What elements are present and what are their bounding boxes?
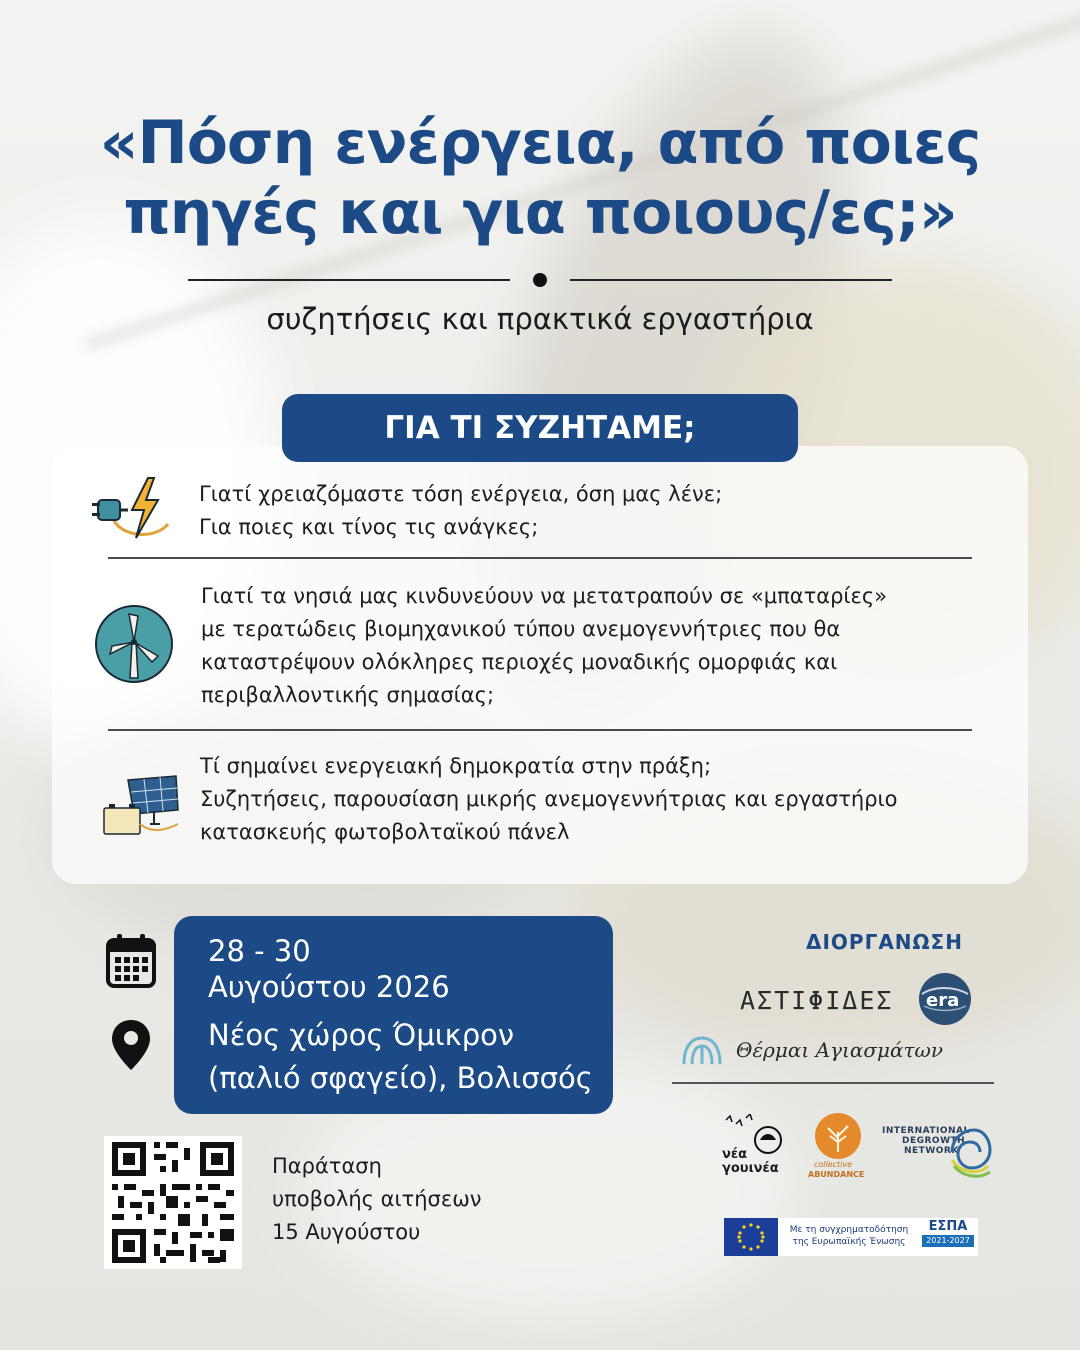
topic-2-text	[201, 580, 887, 712]
espa-label: ΕΣΠΑ	[928, 1219, 968, 1234]
eu-line-2: της Ευρωπαϊκής Ένωσης	[792, 1237, 906, 1247]
eu-flag-icon	[724, 1218, 778, 1256]
topic-1-text	[199, 478, 722, 544]
degrowth-spiral-icon	[948, 1126, 992, 1180]
eu-funding-banner	[724, 1218, 978, 1256]
collective-text-1: collective	[814, 1160, 853, 1169]
nea-gouinea-text-2: γουινέα	[722, 1161, 779, 1176]
page-title	[40, 108, 1040, 248]
calendar-icon	[106, 934, 156, 988]
thermai-agiasmaton-logo: Θέρμαι Αγιασμάτων	[736, 1038, 944, 1062]
topic-separator-2	[108, 729, 972, 731]
degrowth-text-2: DEGROWTH	[902, 1136, 966, 1146]
title-line-2: πηγές και για ποιους/ες;»	[123, 178, 957, 248]
deadline-line-3: 15 Αυγούστου	[272, 1220, 421, 1244]
nea-gouinea-logo	[720, 1114, 786, 1180]
organizers-heading: ΔΙΟΡΓΑΝΩΣΗ	[806, 930, 963, 954]
espa-logo	[918, 1218, 978, 1256]
deadline-line-1: Παράταση	[272, 1154, 382, 1178]
divider-left	[188, 279, 510, 281]
event-details-box	[174, 916, 613, 1114]
topic-separator-1	[108, 557, 972, 559]
topic-2-line-4: περιβαλλοντικής σημασίας;	[201, 683, 495, 707]
era-logo	[918, 972, 972, 1026]
deadline-line-2: υποβολής αιτήσεων	[272, 1187, 482, 1211]
thermai-fountain-icon	[680, 1034, 724, 1066]
event-venue-line-1: Νέος χώρος Όμικρον	[208, 1018, 515, 1052]
event-month-year: Αυγούστου 2026	[208, 970, 450, 1004]
divider-dot	[533, 273, 547, 287]
title-line-1: «Πόση ενέργεια, από ποιες	[99, 108, 981, 178]
divider-right	[570, 279, 892, 281]
event-dates: 28 - 30	[208, 934, 311, 968]
topic-3-line-1: Τί σημαίνει ενεργειακή δημοκρατία στην πράξη;	[200, 754, 712, 778]
collective-text-2: ABUNDANCE	[808, 1170, 865, 1179]
topic-3-text	[200, 750, 898, 849]
degrowth-text-3: NETWORK	[904, 1146, 959, 1156]
nea-gouinea-text-1: νέα	[722, 1147, 748, 1162]
plug-lightning-icon	[92, 472, 176, 548]
subtitle: συζητήσεις και πρακτικά εργαστήρια	[266, 302, 814, 336]
espa-years: 2021-2027	[922, 1235, 974, 1247]
topic-2-line-1: Γιατί τα νησιά μας κινδυνεύουν να μετατραπούν σε «μπαταρίες»	[201, 584, 888, 608]
topic-3-line-3: κατασκευής φωτοβολταϊκού πάνελ	[200, 820, 570, 844]
topic-1-line-1: Γιατί χρειαζόμαστε τόση ενέργεια, όση μας λένε;	[199, 482, 723, 506]
era-logo-text: era	[926, 990, 960, 1011]
registration-deadline	[272, 1150, 482, 1249]
astifides-logo: ΑΣΤΙΦΙΔΕΣ	[740, 986, 894, 1015]
degrowth-text-1: INTERNATIONAL	[882, 1126, 970, 1136]
topics-heading: ΓΙΑ ΤΙ ΣΥΖΗΤΑΜΕ;	[282, 394, 798, 462]
topic-1-line-2: Για ποιες και τίνος τις ανάγκες;	[199, 515, 539, 539]
wind-turbine-icon	[94, 604, 174, 684]
topic-3-line-2: Συζητήσεις, παρουσίαση μικρής ανεμογεννήτριας και εργαστήριο	[200, 787, 898, 811]
map-pin-icon	[110, 1018, 152, 1072]
collective-abundance-logo	[808, 1112, 868, 1182]
qr-code[interactable]	[104, 1136, 242, 1269]
topic-2-line-3: καταστρέψουν ολόκληρες περιοχές μοναδικής ομορφιάς και	[201, 650, 838, 674]
topic-2-line-2: με τερατώδεις βιομηχανικού τύπου ανεμογεννήτριες που θα	[201, 617, 841, 641]
solar-panel-battery-icon	[100, 774, 180, 840]
eu-line-1: Με τη συγχρηματοδότηση	[789, 1225, 909, 1235]
eu-funding-text	[784, 1224, 914, 1248]
organizers-divider	[672, 1082, 994, 1084]
event-venue-line-2: (παλιό σφαγείο), Βολισσός	[208, 1061, 593, 1095]
